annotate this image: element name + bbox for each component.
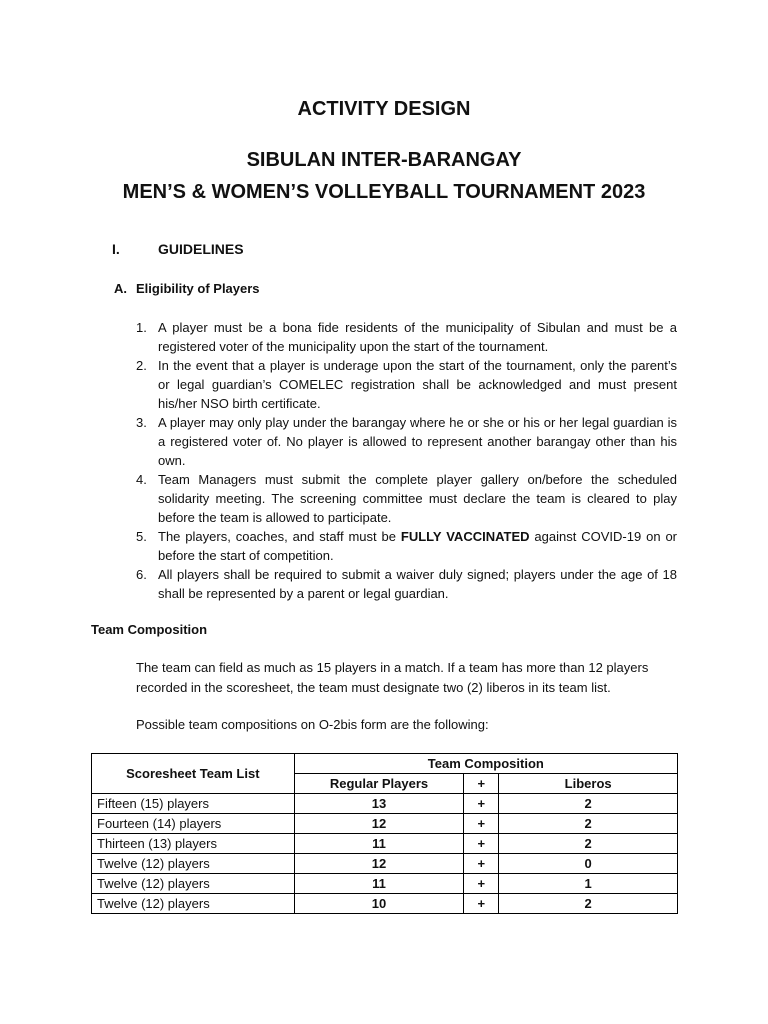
subsection-letter: A. <box>114 281 127 296</box>
plus-cell: + <box>464 894 499 914</box>
column-header-liberos: Liberos <box>499 774 678 794</box>
section-title: GUIDELINES <box>158 241 244 257</box>
team-list-cell: Twelve (12) players <box>92 894 295 914</box>
plus-cell: + <box>464 874 499 894</box>
guideline-number: 1. <box>136 320 147 335</box>
table-header-row <box>92 754 678 774</box>
guideline-emphasis: FULLY VACCINATED <box>400 529 530 544</box>
guideline-text: A player may only play under the barangay where he or she or his or her legal guardian is a registered voter of. No player is allowed to represent another barangay other than his own. <box>158 415 677 468</box>
guideline-text-cont: against COVID-19 on or before the start of competition. <box>158 529 678 563</box>
table-row <box>92 814 678 834</box>
plus-cell: + <box>464 854 499 874</box>
plus-cell: + <box>464 794 499 814</box>
regular-players-cell: 10 <box>294 894 464 914</box>
regular-players-cell: 11 <box>294 874 464 894</box>
regular-players-cell: 12 <box>294 854 464 874</box>
table-row <box>92 834 678 854</box>
guideline-number: 4. <box>136 472 147 487</box>
guideline-text: A player must be a bona fide residents of the municipality of Sibulan and must be a registered voter of the municipality upon the start of the tournament. <box>158 320 677 354</box>
column-header-regular-players: Regular Players <box>294 774 464 794</box>
eligibility-list <box>136 318 677 603</box>
guideline-item <box>136 318 677 356</box>
team-list-cell: Thirteen (13) players <box>92 834 295 854</box>
guideline-number: 2. <box>136 358 147 373</box>
guideline-item <box>136 356 677 413</box>
liberos-cell: 2 <box>499 814 678 834</box>
guideline-number: 5. <box>136 529 147 544</box>
liberos-cell: 2 <box>499 894 678 914</box>
guideline-number: 3. <box>136 415 147 430</box>
plus-cell: + <box>464 834 499 854</box>
regular-players-cell: 11 <box>294 834 464 854</box>
document-title: ACTIVITY DESIGN <box>297 98 471 120</box>
subsection-title: Eligibility of Players <box>136 281 260 296</box>
team-composition-table <box>91 753 678 914</box>
liberos-cell: 2 <box>499 794 678 814</box>
table-row <box>92 894 678 914</box>
table-row <box>92 874 678 894</box>
guideline-item <box>136 527 677 565</box>
guideline-text: All players shall be required to submit a waiver duly signed; players under the age of 18 shall be represented by a parent or legal guardian. <box>158 567 677 601</box>
team-list-cell: Fourteen (14) players <box>92 814 295 834</box>
guideline-item <box>136 413 677 470</box>
regular-players-cell: 13 <box>294 794 464 814</box>
table-row <box>92 854 678 874</box>
team-list-cell: Twelve (12) players <box>92 854 295 874</box>
guideline-item <box>136 470 677 527</box>
event-title-line-2: MEN’S & WOMEN’S VOLLEYBALL TOURNAMENT 2023 <box>122 181 646 203</box>
guideline-text: In the event that a player is underage upon the start of the tournament, only the parent’s or legal guardian’s COMELEC registration shall be acknowledged and must present his/her NSO birth certificate. <box>158 358 677 411</box>
liberos-cell: 2 <box>499 834 678 854</box>
guideline-item <box>136 565 677 603</box>
guideline-text: The players, coaches, and staff must be <box>158 529 401 544</box>
section-number: I. <box>112 241 120 257</box>
table-row <box>92 794 678 814</box>
guideline-number: 6. <box>136 567 147 582</box>
liberos-cell: 1 <box>499 874 678 894</box>
team-composition-paragraph: The team can field as much as 15 players in a match. If a team has more than 12 players recorded in the scoresheet, the team must designate two (2) liberos in its team list. <box>136 660 649 695</box>
guideline-text: Team Managers must submit the complete player gallery on/before the scheduled solidarity meeting. The screening committee must declare the team is cleared to play before the team is allowed to participate. <box>158 472 677 525</box>
regular-players-cell: 12 <box>294 814 464 834</box>
team-list-cell: Twelve (12) players <box>92 874 295 894</box>
column-header-team-composition: Team Composition <box>294 754 677 774</box>
column-header-plus: + <box>464 774 499 794</box>
plus-cell: + <box>464 814 499 834</box>
team-composition-heading: Team Composition <box>91 622 208 637</box>
team-composition-intro: Possible team compositions on O-2bis form are the following: <box>136 717 489 732</box>
column-header-team-list: Scoresheet Team List <box>92 754 295 794</box>
event-title-line-1: SIBULAN INTER-BARANGAY <box>246 149 522 171</box>
team-list-cell: Fifteen (15) players <box>92 794 295 814</box>
liberos-cell: 0 <box>499 854 678 874</box>
